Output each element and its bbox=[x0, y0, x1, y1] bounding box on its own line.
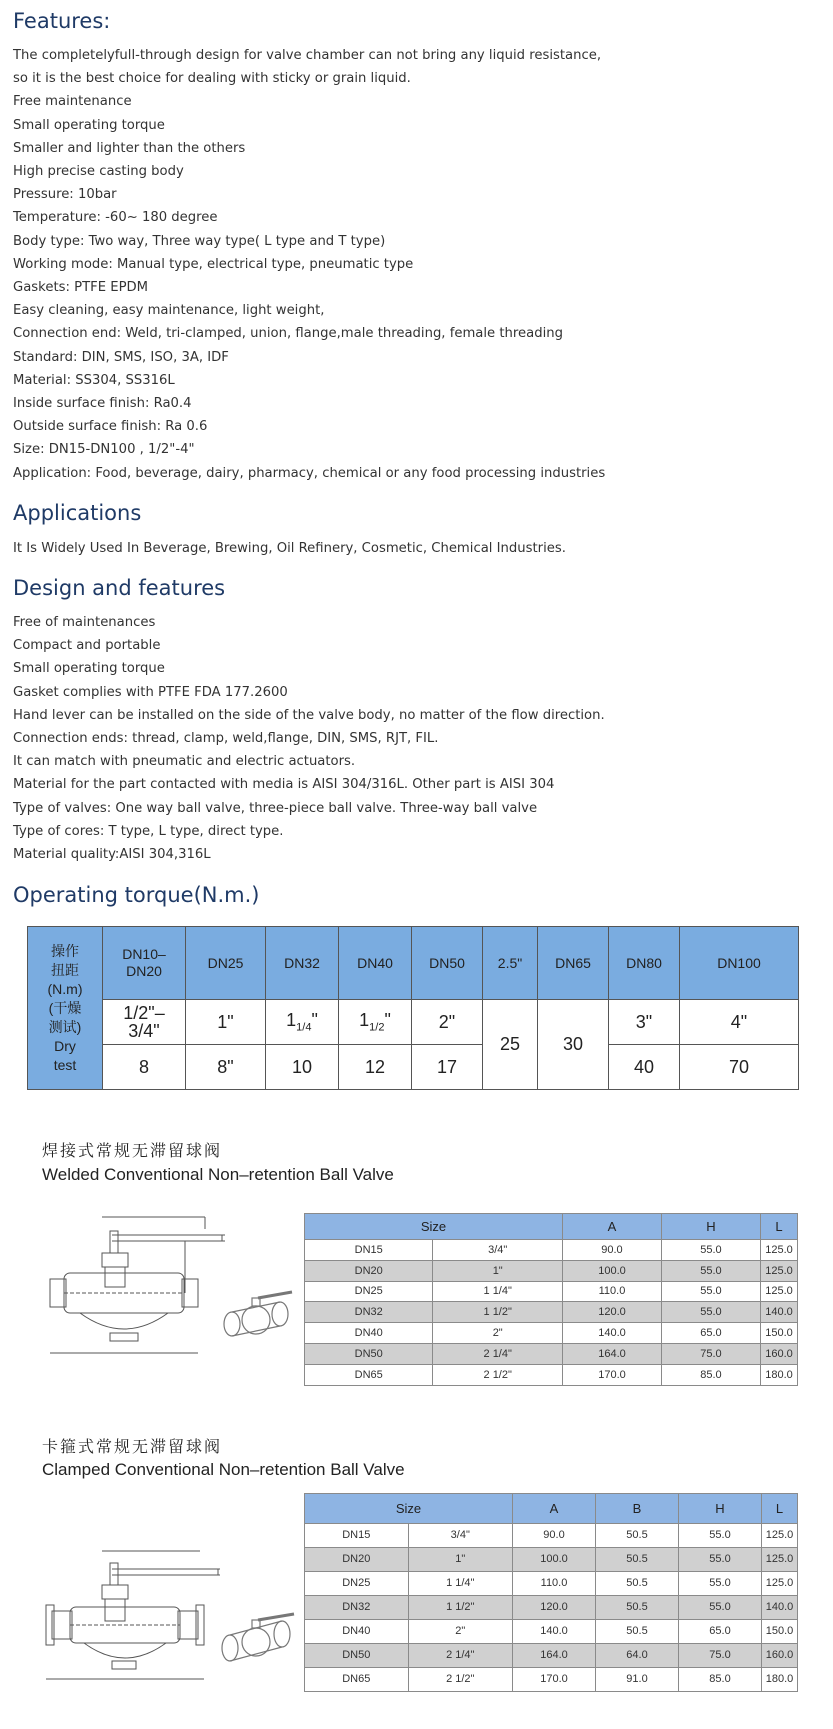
torque-value-cell: 70 bbox=[680, 1045, 799, 1090]
col-header: L bbox=[762, 1494, 798, 1524]
cell: DN15 bbox=[305, 1523, 409, 1547]
design-line: Material for the part contacted with media is AISI 304/316L. Other part is AISI 304 bbox=[13, 777, 555, 793]
cell: 1 1/2" bbox=[408, 1595, 512, 1619]
cell: 50.5 bbox=[596, 1547, 679, 1571]
cell: 125.0 bbox=[760, 1239, 797, 1260]
cell: 110.0 bbox=[562, 1281, 661, 1302]
cell: 64.0 bbox=[596, 1643, 679, 1667]
feature-line: Inside surface finish: Ra0.4 bbox=[13, 396, 192, 412]
feature-line: Working mode: Manual type, electrical type, pneumatic type bbox=[13, 256, 414, 272]
cell: 55.0 bbox=[679, 1595, 762, 1619]
col-header: B bbox=[596, 1494, 679, 1524]
torque-merged-cell: 30 bbox=[538, 1000, 609, 1090]
cell: DN50 bbox=[305, 1344, 433, 1365]
cell: 100.0 bbox=[513, 1547, 596, 1571]
clamped-title-cn: 卡箍式常规无滞留球阀 bbox=[42, 1437, 223, 1456]
cell: DN65 bbox=[305, 1365, 433, 1386]
side-label-line: (N.m) bbox=[47, 980, 83, 997]
clamped-valve-drawing bbox=[40, 1535, 225, 1685]
cell: DN20 bbox=[305, 1547, 409, 1571]
cell: 55.0 bbox=[661, 1302, 760, 1323]
torque-inch-cell bbox=[103, 1000, 186, 1045]
cell: 2" bbox=[433, 1323, 563, 1344]
torque-inch-cell: 3" bbox=[609, 1000, 680, 1045]
torque-header-cell: DN50 bbox=[412, 927, 483, 1000]
torque-header-cell: DN40 bbox=[339, 927, 412, 1000]
torque-header-cell bbox=[103, 927, 186, 1000]
cell: DN40 bbox=[305, 1323, 433, 1344]
cell: 140.0 bbox=[762, 1595, 798, 1619]
inch-whole: 1 bbox=[359, 1010, 370, 1031]
cell: 140.0 bbox=[562, 1323, 661, 1344]
torque-value-cell: 12 bbox=[339, 1045, 412, 1090]
cell: 55.0 bbox=[679, 1523, 762, 1547]
cell: 164.0 bbox=[562, 1344, 661, 1365]
feature-line: Material: SS304, SS316L bbox=[13, 372, 175, 388]
design-line: Compact and portable bbox=[13, 638, 161, 654]
welded-title-cn: 焊接式常规无滞留球阀 bbox=[42, 1141, 223, 1160]
cell: DN50 bbox=[305, 1643, 409, 1667]
torque-inch-cell bbox=[266, 1000, 339, 1045]
design-line: Type of cores: T type, L type, direct type. bbox=[13, 823, 284, 839]
cell: 65.0 bbox=[679, 1619, 762, 1643]
design-line: Connection ends: thread, clamp, weld,flange, DIN, SMS, RJT, FIL. bbox=[13, 731, 439, 747]
design-line: Material quality:AISI 304,316L bbox=[13, 847, 211, 863]
cell: 65.0 bbox=[661, 1323, 760, 1344]
cell: 170.0 bbox=[513, 1667, 596, 1691]
cell: 55.0 bbox=[661, 1281, 760, 1302]
cell: 50.5 bbox=[596, 1595, 679, 1619]
cell: 1 1/4" bbox=[433, 1281, 563, 1302]
side-label-line: 操作 bbox=[51, 942, 79, 959]
cell: 90.0 bbox=[513, 1523, 596, 1547]
features-heading: Features: bbox=[13, 9, 111, 33]
feature-line: Small operating torque bbox=[13, 117, 165, 133]
cell: 164.0 bbox=[513, 1643, 596, 1667]
feature-line: Pressure: 10bar bbox=[13, 187, 117, 203]
cell: 125.0 bbox=[760, 1260, 797, 1281]
cell: 160.0 bbox=[760, 1344, 797, 1365]
cell: 120.0 bbox=[562, 1302, 661, 1323]
design-heading: Design and features bbox=[13, 576, 226, 600]
cell: 55.0 bbox=[679, 1571, 762, 1595]
cell: DN65 bbox=[305, 1667, 409, 1691]
cell: 125.0 bbox=[760, 1281, 797, 1302]
cell: 1" bbox=[433, 1260, 563, 1281]
feature-line: Free maintenance bbox=[13, 94, 132, 110]
torque-side-label bbox=[28, 927, 103, 1090]
design-list bbox=[13, 611, 605, 866]
cell: 120.0 bbox=[513, 1595, 596, 1619]
welded-valve-drawing bbox=[40, 1205, 225, 1360]
col-header: A bbox=[562, 1214, 661, 1240]
cell: 100.0 bbox=[562, 1260, 661, 1281]
applications-line: It Is Widely Used In Beverage, Brewing, Oil Refinery, Cosmetic, Chemical Industries. bbox=[13, 541, 566, 556]
inch-mark: " bbox=[384, 1010, 391, 1031]
cell: 75.0 bbox=[661, 1344, 760, 1365]
torque-header-cell: 2.5" bbox=[483, 927, 538, 1000]
torque-inch-cell: 2" bbox=[412, 1000, 483, 1045]
torque-value-cell: 8" bbox=[186, 1045, 266, 1090]
inch-fraction: 1/4 bbox=[296, 1021, 312, 1034]
feature-line: High precise casting body bbox=[13, 164, 184, 180]
cell: 50.5 bbox=[596, 1619, 679, 1643]
cell: 180.0 bbox=[760, 1365, 797, 1386]
torque-header-cell: DN100 bbox=[680, 927, 799, 1000]
feature-line: Application: Food, beverage, dairy, pharmacy, chemical or any food processing industries bbox=[13, 465, 606, 481]
torque-value-cell: 17 bbox=[412, 1045, 483, 1090]
welded-valve-3d-image bbox=[218, 1290, 296, 1348]
cell: DN25 bbox=[305, 1571, 409, 1595]
design-line: It can match with pneumatic and electric actuators. bbox=[13, 754, 356, 770]
col-header: Size bbox=[305, 1214, 563, 1240]
feature-line: Connection end: Weld, tri-clamped, union, flange,male threading, female threading bbox=[13, 326, 563, 342]
torque-merged-cell: 25 bbox=[483, 1000, 538, 1090]
cell: 55.0 bbox=[661, 1260, 760, 1281]
cell: DN40 bbox=[305, 1619, 409, 1643]
feature-line: Standard: DIN, SMS, ISO, 3A, IDF bbox=[13, 349, 229, 365]
cell: 170.0 bbox=[562, 1365, 661, 1386]
side-label-line: 测试) bbox=[48, 1018, 82, 1035]
feature-line: Smaller and lighter than the others bbox=[13, 140, 246, 156]
cell: DN15 bbox=[305, 1239, 433, 1260]
torque-value-cell: 10 bbox=[266, 1045, 339, 1090]
cell: 1 1/4" bbox=[408, 1571, 512, 1595]
cell: 91.0 bbox=[596, 1667, 679, 1691]
col-header: Size bbox=[305, 1494, 513, 1524]
cell: 55.0 bbox=[661, 1239, 760, 1260]
cell: DN32 bbox=[305, 1302, 433, 1323]
design-line: Free of maintenances bbox=[13, 615, 156, 630]
cell: 75.0 bbox=[679, 1643, 762, 1667]
inch-whole: 1 bbox=[286, 1010, 297, 1031]
torque-inch-cell: 1" bbox=[186, 1000, 266, 1045]
torque-value-cell: 8 bbox=[103, 1045, 186, 1090]
inch-text: 1/2"–3/4" bbox=[123, 1003, 165, 1041]
design-line: Small operating torque bbox=[13, 661, 165, 677]
cell: DN20 bbox=[305, 1260, 433, 1281]
welded-title-en: Welded Conventional Non–retention Ball Valve bbox=[42, 1165, 394, 1184]
cell: DN32 bbox=[305, 1595, 409, 1619]
cell: 2 1/2" bbox=[408, 1667, 512, 1691]
cell: 150.0 bbox=[760, 1323, 797, 1344]
feature-line: Size: DN15-DN100 , 1/2"-4" bbox=[13, 442, 195, 458]
design-line: Type of valves: One way ball valve, three-piece ball valve. Three-way ball valve bbox=[13, 800, 538, 816]
clamped-valve-3d-image bbox=[218, 1610, 296, 1670]
design-line: Hand lever can be installed on the side of the valve body, no matter of the flow direction. bbox=[13, 707, 605, 723]
torque-heading: Operating torque(N.m.) bbox=[13, 883, 260, 907]
torque-header-cell: DN65 bbox=[538, 927, 609, 1000]
torque-header-cell: DN32 bbox=[266, 927, 339, 1000]
side-label-line: (干燥 bbox=[48, 999, 82, 1016]
torque-header-cell: DN80 bbox=[609, 927, 680, 1000]
torque-inch-cell bbox=[339, 1000, 412, 1045]
cell: 50.5 bbox=[596, 1571, 679, 1595]
torque-value-cell: 40 bbox=[609, 1045, 680, 1090]
cell: 2 1/4" bbox=[408, 1643, 512, 1667]
cell: 50.5 bbox=[596, 1523, 679, 1547]
cell: 1" bbox=[408, 1547, 512, 1571]
torque-header-cell: DN25 bbox=[186, 927, 266, 1000]
feature-line: Outside surface finish: Ra 0.6 bbox=[13, 419, 208, 435]
cell: 90.0 bbox=[562, 1239, 661, 1260]
feature-line: Gaskets: PTFE EPDM bbox=[13, 280, 149, 296]
feature-line: so it is the best choice for dealing with sticky or grain liquid. bbox=[13, 71, 411, 87]
col-header: L bbox=[760, 1214, 797, 1240]
cell: 2 1/4" bbox=[433, 1344, 563, 1365]
cell: 85.0 bbox=[661, 1365, 760, 1386]
cell: 140.0 bbox=[513, 1619, 596, 1643]
cell: 140.0 bbox=[760, 1302, 797, 1323]
feature-line: Body type: Two way, Three way type( L type and T type) bbox=[13, 233, 386, 249]
cell: 85.0 bbox=[679, 1667, 762, 1691]
cell: 125.0 bbox=[762, 1523, 798, 1547]
col-header: H bbox=[679, 1494, 762, 1524]
cell: 110.0 bbox=[513, 1571, 596, 1595]
cell: 150.0 bbox=[762, 1619, 798, 1643]
cell: 2" bbox=[408, 1619, 512, 1643]
cell: DN25 bbox=[305, 1281, 433, 1302]
feature-line: Temperature: -60~ 180 degree bbox=[13, 210, 218, 226]
feature-line: The completelyfull-through design for valve chamber can not bring any liquid resistance, bbox=[13, 48, 602, 63]
cell: 3/4" bbox=[433, 1239, 563, 1260]
torque-table bbox=[27, 926, 799, 1090]
side-label-line: 扭距 bbox=[51, 961, 79, 978]
cell: 2 1/2" bbox=[433, 1365, 563, 1386]
clamped-title-en: Clamped Conventional Non–retention Ball Valve bbox=[42, 1460, 405, 1479]
applications-heading: Applications bbox=[13, 501, 142, 525]
col-header: A bbox=[513, 1494, 596, 1524]
cell: 160.0 bbox=[762, 1643, 798, 1667]
feature-line: Easy cleaning, easy maintenance, light weight, bbox=[13, 303, 325, 319]
col-header: H bbox=[661, 1214, 760, 1240]
design-line: Gasket complies with PTFE FDA 177.2600 bbox=[13, 684, 288, 700]
cell: 180.0 bbox=[762, 1667, 798, 1691]
inch-mark: " bbox=[311, 1010, 318, 1031]
torque-inch-cell: 4" bbox=[680, 1000, 799, 1045]
side-label-line: Dry bbox=[54, 1037, 76, 1054]
cell: 125.0 bbox=[762, 1547, 798, 1571]
cell: 1 1/2" bbox=[433, 1302, 563, 1323]
cell: 125.0 bbox=[762, 1571, 798, 1595]
side-label-line: test bbox=[53, 1056, 77, 1073]
cell: 3/4" bbox=[408, 1523, 512, 1547]
cell: 55.0 bbox=[679, 1547, 762, 1571]
features-list bbox=[13, 44, 605, 485]
clamped-dimension-table bbox=[304, 1493, 798, 1692]
welded-dimension-table bbox=[304, 1213, 798, 1386]
inch-fraction: 1/2 bbox=[369, 1021, 385, 1034]
header-text: DN10–DN20 bbox=[122, 946, 166, 979]
